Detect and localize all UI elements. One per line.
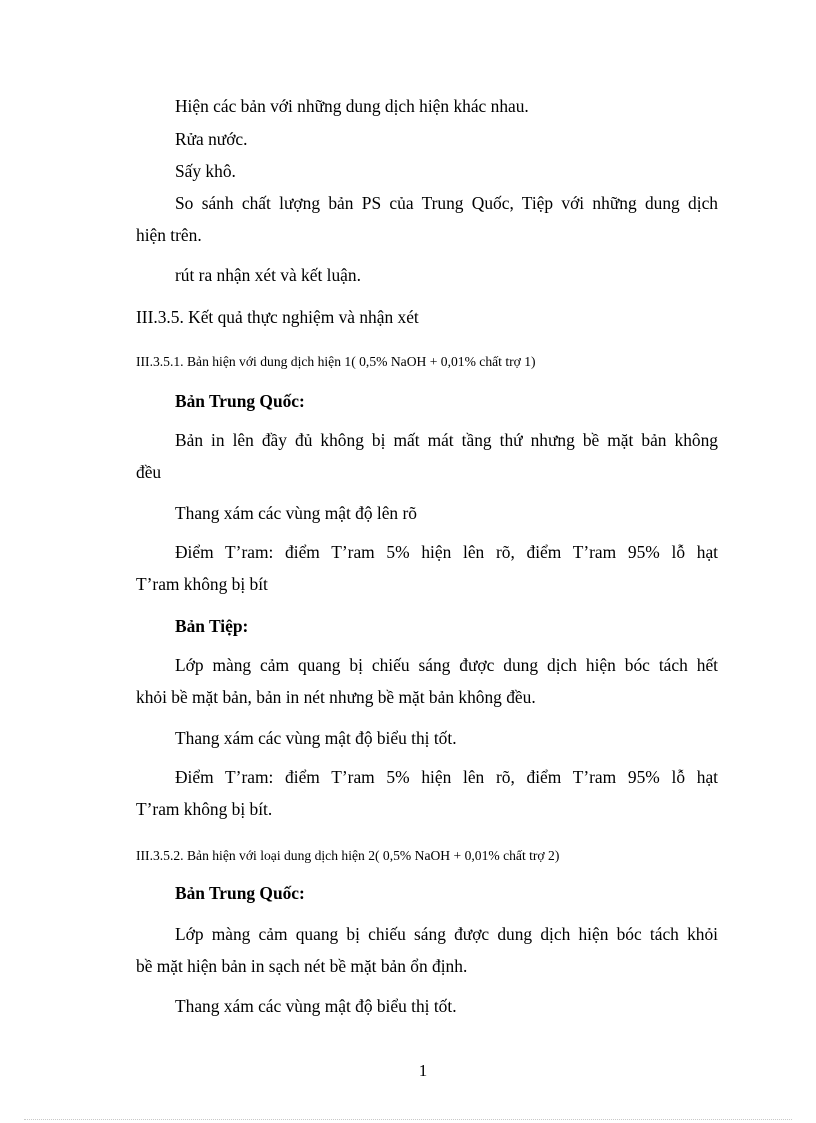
page-number: 1 [418, 1061, 428, 1080]
body-line: So sánh chất lượng bản PS của Trung Quốc, Tiệp với những dung dịch [175, 193, 718, 213]
body-line: T’ram không bị bít [136, 574, 268, 594]
body-line: Hiện các bản với những dung dịch hiện khác nhau. [175, 96, 529, 116]
body-line: T’ram không bị bít. [136, 799, 273, 819]
subsection-heading: III.3.5.1. Bản hiện với dung dịch hiện 1( 0,5% NaOH + 0,01% chất trợ 1) [136, 354, 536, 369]
section-heading: III.3.5. Kết quả thực nghiệm và nhận xét [136, 307, 419, 327]
page-bottom-divider [24, 1119, 792, 1120]
body-line: Thang xám các vùng mật độ biểu thị tốt. [175, 996, 457, 1016]
subsection-heading: III.3.5.2. Bản hiện với loại dung dịch hiện 2( 0,5% NaOH + 0,01% chất trợ 2) [136, 848, 560, 863]
body-line: Lớp màng cảm quang bị chiếu sáng được dung dịch hiện bóc tách khỏi [175, 924, 718, 944]
body-line: khỏi bề mặt bản, bản in nét nhưng bề mặt bản không đều. [136, 687, 536, 707]
body-line: Rửa nước. [175, 129, 248, 149]
body-line: Thang xám các vùng mật độ biểu thị tốt. [175, 728, 457, 748]
body-line: hiện trên. [136, 225, 202, 245]
body-line: Điểm T’ram: điểm T’ram 5% hiện lên rõ, điểm T’ram 95% lỗ hạt [175, 542, 718, 562]
body-line: Điểm T’ram: điểm T’ram 5% hiện lên rõ, điểm T’ram 95% lỗ hạt [175, 767, 718, 787]
subheading-china: Bản Trung Quốc: [175, 391, 305, 411]
body-line: Lớp màng cảm quang bị chiếu sáng được dung dịch hiện bóc tách hết [175, 655, 718, 675]
body-line: Bản in lên đầy đủ không bị mất mát tầng thứ nhưng bề mặt bản không [175, 430, 718, 450]
body-line: đều [136, 462, 162, 482]
subheading-czech: Bản Tiệp: [175, 616, 249, 636]
body-line: Sấy khô. [175, 161, 236, 181]
subheading-china: Bản Trung Quốc: [175, 883, 305, 903]
body-line: Thang xám các vùng mật độ lên rõ [175, 503, 417, 523]
body-line: rút ra nhận xét và kết luận. [175, 265, 361, 285]
body-line: bề mặt hiện bản in sạch nét bề mặt bản ổn định. [136, 956, 468, 976]
